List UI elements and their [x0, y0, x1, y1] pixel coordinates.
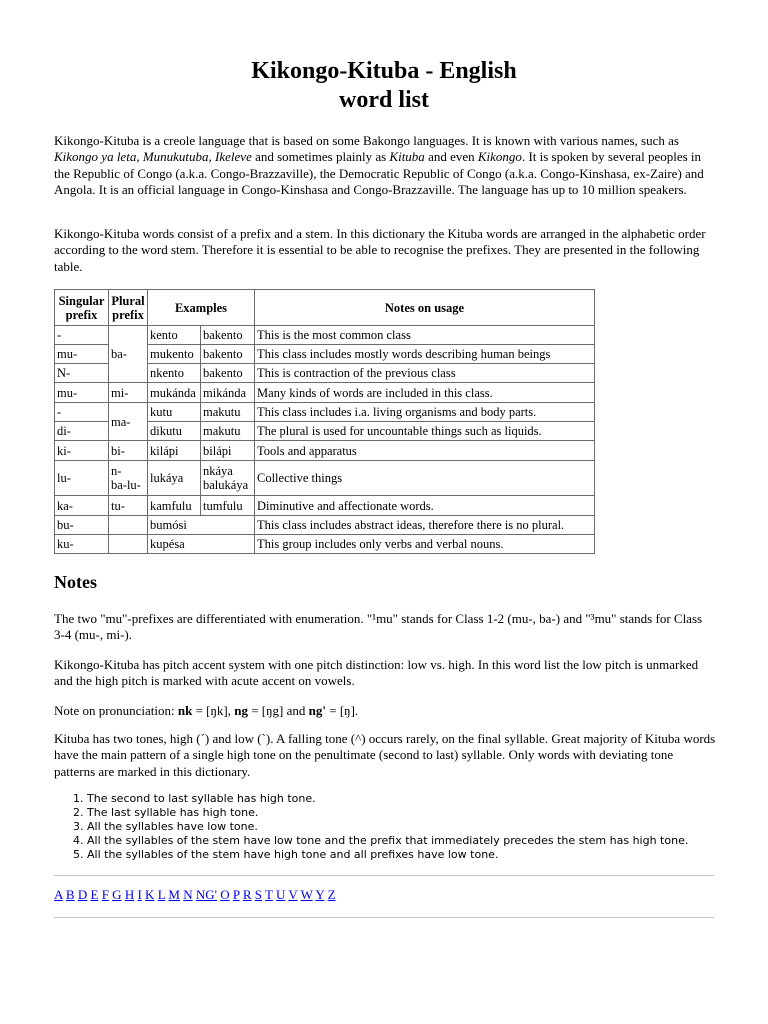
note-cell: This class includes mostly words describing human beings — [255, 345, 595, 364]
example-singular-cell: kilápi — [148, 441, 201, 461]
divider-bottom — [54, 917, 714, 918]
table-row — [55, 461, 595, 496]
letter-link-o[interactable]: O — [220, 887, 230, 902]
notes-heading: Notes — [54, 572, 97, 592]
digraph-ng-apostrophe: ng' — [308, 703, 327, 718]
plural-ba-lu: ba-lu- — [111, 478, 141, 492]
note-cell: The plural is used for uncountable things such as liquids. — [255, 422, 595, 441]
plural-cell — [109, 535, 148, 554]
digraph-nk: nk — [177, 703, 193, 718]
plural-cell: tu- — [109, 496, 148, 516]
example-plural-cell: bakento — [201, 364, 255, 383]
note-text: = [ŋg] and — [247, 703, 309, 718]
letter-link-t[interactable]: T — [265, 887, 273, 902]
intro-paragraph-1 — [54, 133, 716, 199]
plural-cell — [109, 461, 148, 496]
table-row — [55, 516, 595, 535]
note-cell: Collective things — [255, 461, 595, 496]
letter-link-u[interactable]: U — [276, 887, 286, 902]
language-name: Munukutuba — [142, 149, 209, 165]
header-examples: Examples — [148, 290, 255, 326]
separator: , — [208, 149, 216, 165]
note-cell: Diminutive and affectionate words. — [255, 496, 595, 516]
example-singular-cell: nkento — [148, 364, 201, 383]
intro-text: and sometimes plainly as — [251, 149, 390, 165]
list-item: 3. All the syllables have low tone. — [87, 820, 688, 834]
letter-link-s[interactable]: S — [254, 887, 263, 902]
example-singular-cell: kupésa — [148, 535, 255, 554]
note-cell: This class includes abstract ideas, therefore there is no plural. — [255, 516, 595, 535]
letter-link-r[interactable]: R — [242, 887, 252, 902]
note-cell: This is contraction of the previous class — [255, 364, 595, 383]
note-text: = [ŋk], — [192, 703, 235, 718]
table-header-row — [55, 290, 595, 326]
example-singular-cell: bumósi — [148, 516, 255, 535]
letter-link-w[interactable]: W — [300, 887, 313, 902]
notes-paragraph-pitch: Kikongo-Kituba has pitch accent system with one pitch distinction: low vs. high. In this word list the low pitch is unmarked and the high pitch is marked with acute accent on vowels. — [54, 657, 699, 689]
note-text: = [ŋ]. — [326, 703, 359, 718]
note-cell: Many kinds of words are included in this class. — [255, 383, 595, 403]
example-nkaya: nkáya — [203, 464, 233, 478]
letter-link-ng[interactable]: NG' — [195, 887, 217, 902]
table-row — [55, 496, 595, 516]
example-singular-cell: dikutu — [148, 422, 201, 441]
plural-cell: bi- — [109, 441, 148, 461]
notes-paragraph-mu: The two "mu"-prefixes are differentiated with enumeration. "¹mu" stands for Class 1-2 (mu-, ba-) and "³mu" stands for Class 3-4 (mu-, mi-). — [54, 611, 703, 643]
table-row — [55, 535, 595, 554]
language-name: Kikongo — [477, 149, 522, 165]
singular-cell: - — [55, 403, 109, 422]
header-singular-prefix: Singular prefix — [55, 290, 109, 326]
letter-link-l[interactable]: L — [157, 887, 166, 902]
example-plural-cell: makutu — [201, 422, 255, 441]
intro-text: and even — [424, 149, 478, 165]
prefix-table — [54, 289, 595, 554]
example-singular-cell: mukento — [148, 345, 201, 364]
separator: , — [136, 149, 143, 165]
note-text: Note on pronunciation: — [54, 703, 178, 718]
example-plural-cell: makutu — [201, 403, 255, 422]
singular-cell: di- — [55, 422, 109, 441]
note-cell: This group includes only verbs and verbal nouns. — [255, 535, 595, 554]
singular-cell: mu- — [55, 383, 109, 403]
digraph-ng: ng — [234, 703, 248, 718]
title-line-2: word list — [339, 87, 429, 113]
letter-link-m[interactable]: M — [168, 887, 180, 902]
example-balukaya: balukáya — [203, 478, 249, 492]
intro-paragraph-2: Kikongo-Kituba words consist of a prefix and a stem. In this dictionary the Kituba words are arranged in the alphabetic order according to the word stem. Therefore it is essential to be able to recognise the prefixes. They are presented in the following table. — [54, 226, 706, 274]
list-item: 1. The second to last syllable has high tone. — [87, 792, 688, 806]
singular-cell: ka- — [55, 496, 109, 516]
letter-link-p[interactable]: P — [232, 887, 240, 902]
singular-cell: mu- — [55, 345, 109, 364]
list-item: 2. The last syllable has high tone. — [87, 806, 688, 820]
example-singular-cell: lukáya — [148, 461, 201, 496]
letter-link-n[interactable]: N — [183, 887, 193, 902]
table-row — [55, 326, 595, 345]
example-singular-cell: kamfulu — [148, 496, 201, 516]
list-item: 5. All the syllables of the stem have high tone and all prefixes have low tone. — [87, 848, 688, 862]
example-singular-cell: kutu — [148, 403, 201, 422]
letter-link-g[interactable]: G — [112, 887, 122, 902]
table-row — [55, 403, 595, 422]
language-name: Ikeleve — [215, 149, 252, 165]
plural-cell — [109, 516, 148, 535]
note-cell: Tools and apparatus — [255, 441, 595, 461]
letter-link-b[interactable]: B — [65, 887, 75, 902]
letter-link-k[interactable]: K — [145, 887, 155, 902]
letter-link-v[interactable]: V — [288, 887, 298, 902]
intro-text: Kikongo-Kituba is a creole language that is based on some Bakongo languages. It is known with various names, such as — [54, 133, 679, 148]
notes-paragraph-tones: Kituba has two tones, high (´) and low (`). A falling tone (^) occurs rarely, on the final syllable. Great majority of Kituba words have the main pattern of a single high tone on the penultimate (second to last) syllable. Only words with deviating tone patterns are marked in this dictionary. — [54, 731, 716, 779]
notes-paragraph-pronunciation — [54, 703, 716, 719]
example-plural-cell: mikánda — [201, 383, 255, 403]
alphabet-nav — [54, 887, 336, 903]
note-cell: This is the most common class — [255, 326, 595, 345]
letter-link-z[interactable]: Z — [327, 887, 336, 902]
table-row — [55, 383, 595, 403]
example-singular-cell: kento — [148, 326, 201, 345]
example-plural-cell — [201, 461, 255, 496]
example-singular-cell: mukánda — [148, 383, 201, 403]
letter-link-h[interactable]: H — [124, 887, 135, 902]
singular-cell: ku- — [55, 535, 109, 554]
plural-cell: ba- — [109, 326, 148, 383]
singular-cell: - — [55, 326, 109, 345]
example-plural-cell: tumfulu — [201, 496, 255, 516]
tone-rules-list — [54, 792, 688, 862]
singular-cell: ki- — [55, 441, 109, 461]
language-name: Kituba — [389, 149, 425, 165]
title-line-1: Kikongo-Kituba - English — [251, 58, 517, 84]
plural-n: n- — [111, 464, 122, 478]
letter-link-i[interactable]: I — [137, 887, 142, 902]
letter-link-y[interactable]: Y — [315, 887, 325, 902]
table-row — [55, 441, 595, 461]
letter-link-d[interactable]: D — [77, 887, 88, 902]
example-plural-cell: bakento — [201, 326, 255, 345]
header-notes: Notes on usage — [255, 290, 595, 326]
example-plural-cell: bilápi — [201, 441, 255, 461]
list-item: 4. All the syllables of the stem have low tone and the prefix that immediately precedes the stem has high tone. — [87, 834, 688, 848]
page-title — [0, 57, 768, 115]
divider-top — [54, 875, 714, 876]
header-plural-prefix: Plural prefix — [109, 290, 148, 326]
intro-text: . It is spoken by several peoples in the Republic of Congo (a.k.a. Congo-Brazzaville), the Democratic Republic of Congo (a.k.a. Congo-Kinshasa, ex-Zaire) and Angola. It is an official language in Congo-Kinshasa and Congo-Brazzaville. The language has up to 10 million speakers. — [54, 149, 704, 198]
singular-cell: N- — [55, 364, 109, 383]
singular-cell: lu- — [55, 461, 109, 496]
letter-link-e[interactable]: E — [90, 887, 99, 902]
singular-cell: bu- — [55, 516, 109, 535]
note-cell: This class includes i.a. living organisms and body parts. — [255, 403, 595, 422]
plural-cell: ma- — [109, 403, 148, 441]
language-name: Kikongo ya leta — [54, 149, 137, 165]
example-plural-cell: bakento — [201, 345, 255, 364]
plural-cell: mi- — [109, 383, 148, 403]
letter-link-a[interactable]: A — [54, 887, 63, 902]
letter-link-f[interactable]: F — [101, 887, 109, 902]
